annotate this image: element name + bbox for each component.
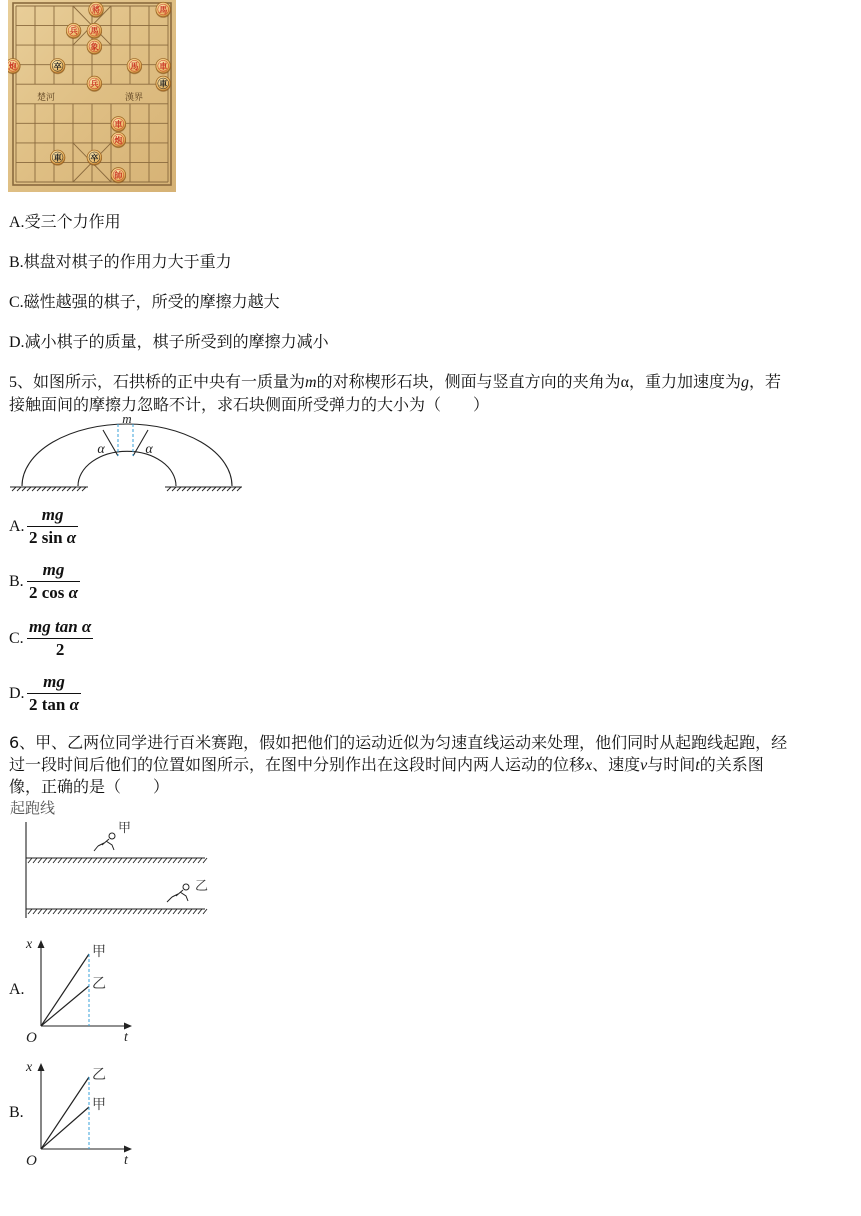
fraction	[27, 560, 80, 603]
chess-piece	[87, 76, 102, 92]
frac-den: 2	[55, 640, 65, 659]
svg-text:炮: 炮	[8, 61, 17, 71]
chess-piece	[87, 150, 102, 166]
var-x: x	[585, 757, 593, 774]
axis-x-label: x	[26, 937, 33, 952]
frac-num: mg tan α	[29, 617, 92, 636]
chess-piece	[127, 59, 142, 75]
option-letter: C.	[9, 630, 24, 647]
q6-text: 过一段时间后他们的位置如图所示，在图中分别作出在这段时间内两人运动的位移	[9, 755, 586, 774]
frac-den: 2 cos α	[29, 583, 79, 602]
race-track-figure	[8, 796, 213, 922]
option-letter: B.	[9, 573, 24, 590]
upper-line-label: 甲	[92, 944, 106, 960]
chess-piece	[66, 23, 81, 39]
q5-text: ，若	[749, 372, 782, 391]
svg-text:兵: 兵	[90, 79, 99, 89]
river-right-label: 漢界	[124, 93, 144, 103]
chess-board-image	[8, 0, 176, 192]
q6-text: 、速度	[592, 755, 641, 774]
svg-text:卒: 卒	[90, 153, 99, 163]
chess-piece	[88, 2, 103, 18]
chess-piece	[50, 150, 65, 166]
svg-text:車: 車	[159, 79, 168, 89]
option-letter: C.	[9, 294, 24, 311]
option-text: 磁性越强的棋子，所受的摩擦力越大	[23, 292, 280, 311]
svg-text:兵: 兵	[69, 26, 78, 36]
frac-den: 2 tan α	[29, 695, 80, 714]
option-text: 受三个力作用	[24, 212, 121, 231]
q4-option-b[interactable]	[9, 252, 232, 273]
frac-num: mg	[43, 672, 65, 691]
q6-stem-line2	[9, 755, 764, 776]
option-letter: B.	[9, 1104, 24, 1121]
option-letter: A.	[9, 518, 25, 535]
q5-stem-line2: 接触面间的摩擦力忽略不计，求石块侧面所受弹力的大小为（ ）	[9, 395, 490, 414]
q5-stem-line1	[9, 372, 781, 393]
svg-text:象: 象	[90, 42, 99, 52]
chess-piece	[87, 23, 102, 39]
axis-x-label: x	[26, 1060, 33, 1075]
chess-piece	[156, 76, 171, 92]
lower-line-label: 甲	[92, 1097, 106, 1113]
runner-yi-icon	[167, 884, 189, 902]
runner-jia-icon	[94, 833, 115, 851]
label-m: m	[122, 411, 132, 426]
runner-yi-label: 乙	[195, 879, 209, 894]
lower-line-label: 乙	[92, 976, 106, 992]
q4-option-a[interactable]	[9, 212, 121, 233]
var-v: v	[640, 757, 648, 774]
option-letter: D.	[9, 334, 25, 351]
svg-text:車: 車	[159, 61, 168, 71]
q6-stem-line1: 6、甲、乙两位同学进行百米赛跑，假如把他们的运动近似为匀速直线运动来处理，他们同时从起跑线起跑，经	[9, 733, 788, 752]
option-letter: D.	[9, 685, 25, 702]
chess-piece	[111, 117, 126, 133]
svg-text:炮: 炮	[114, 135, 123, 145]
var-alpha: α	[620, 374, 629, 391]
q4-option-d[interactable]	[9, 332, 329, 353]
arch-bridge-figure	[8, 410, 248, 494]
frac-den: 2 sin α	[29, 528, 77, 547]
upper-line-label: 乙	[92, 1067, 106, 1083]
frac-num: mg	[42, 560, 65, 579]
svg-text:馬: 馬	[130, 61, 139, 71]
q5-sep: 、	[17, 372, 34, 391]
fraction	[27, 617, 93, 660]
option-text: 棋盘对棋子的作用力大于重力	[23, 252, 232, 271]
svg-text:馬: 馬	[159, 5, 168, 15]
q6-text: 与时间	[647, 755, 696, 774]
option-letter: A.	[9, 981, 25, 998]
chess-board-svg	[8, 0, 176, 192]
option-text: 减小棋子的质量，棋子所受到的摩擦力减小	[24, 332, 329, 351]
start-line-label: 起跑线	[10, 799, 56, 817]
chess-piece	[87, 39, 102, 55]
chess-piece	[50, 59, 65, 75]
q4-option-c[interactable]	[9, 292, 280, 313]
frac-num: mg	[41, 505, 64, 524]
chess-piece	[111, 132, 126, 148]
option-letter: B.	[9, 254, 24, 271]
option-letter: A.	[9, 214, 25, 231]
fraction	[27, 505, 78, 548]
q6-stem-line3: 像，正确的是（ ）	[9, 777, 170, 796]
svg-text:將: 將	[92, 5, 100, 15]
var-t: t	[695, 757, 700, 774]
svg-text:帥: 帥	[114, 170, 123, 180]
axis-t-label: t	[124, 1030, 128, 1045]
fraction	[27, 672, 81, 715]
origin-label: O	[26, 1030, 37, 1046]
svg-text:車: 車	[53, 153, 62, 163]
runner-jia-label: 甲	[118, 821, 132, 836]
label-alpha-right: α	[145, 442, 153, 457]
origin-label: O	[26, 1153, 37, 1169]
svg-text:卒: 卒	[53, 61, 62, 71]
chess-piece	[111, 168, 126, 184]
svg-text:馬: 馬	[90, 26, 99, 36]
chess-piece	[156, 2, 171, 18]
xt-graph-a	[22, 934, 140, 1046]
q6-text: 的关系图	[699, 755, 764, 774]
river-left-label: 楚河	[36, 93, 56, 103]
label-alpha-left: α	[97, 442, 105, 457]
axis-t-label: t	[124, 1153, 128, 1168]
q5-text: 的对称楔形石块，侧面与竖直方向的夹角为	[316, 372, 621, 391]
q5-text: ，重力加速度为	[629, 372, 742, 391]
var-m: m	[305, 374, 317, 391]
q5-text: 如图所示，石拱桥的正中央有一质量为	[33, 372, 306, 391]
var-g: g	[741, 374, 750, 391]
q5-number: 5	[9, 374, 17, 391]
xt-graph-b	[22, 1057, 140, 1169]
svg-text:車: 車	[114, 119, 123, 129]
chess-piece	[156, 59, 171, 75]
